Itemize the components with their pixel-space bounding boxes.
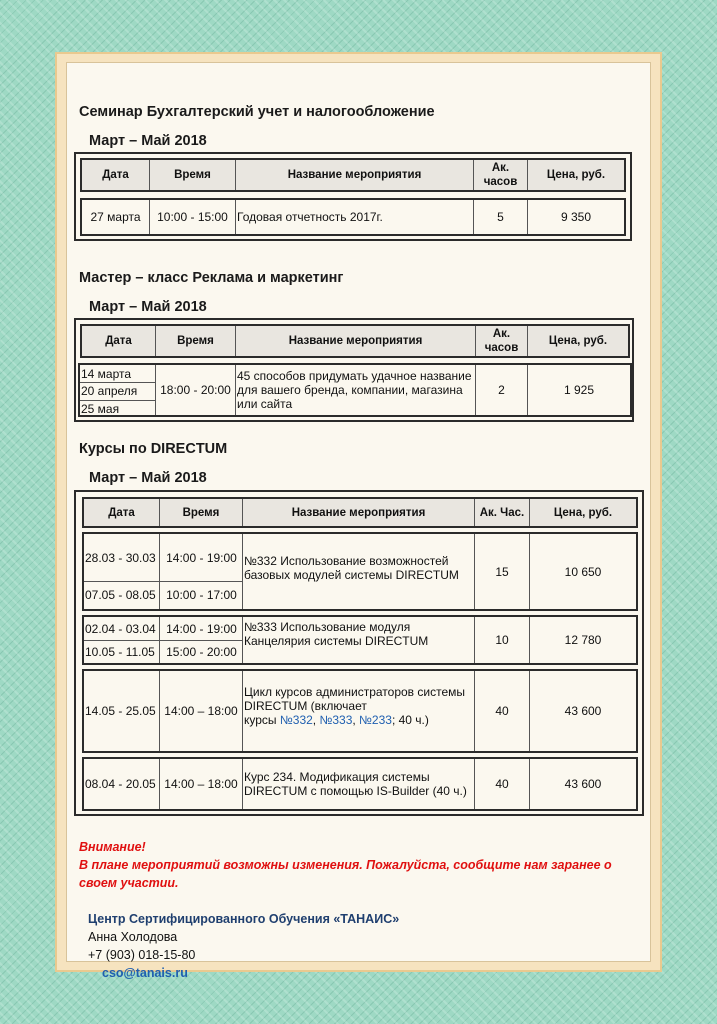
row-hours: 15 <box>475 534 530 609</box>
date-item: 02.04 - 03.04 <box>85 621 156 636</box>
row-price: 43 600 <box>564 704 602 718</box>
time-item: 14:00 - 19:00 <box>166 550 237 565</box>
header-event-name: Название мероприятия <box>236 326 476 356</box>
row-time: 18:00 - 20:00 <box>156 365 236 415</box>
time-item: 15:00 - 20:00 <box>166 644 237 659</box>
contact-person: Анна Холодова <box>88 930 178 944</box>
row-price: 1 925 <box>563 383 595 397</box>
separator: , <box>352 713 360 727</box>
courses-prefix: курсы <box>244 713 280 727</box>
section-2-table <box>74 318 634 422</box>
table-row <box>82 532 638 611</box>
warning-title: Внимание! <box>79 840 146 854</box>
header-date: Дата <box>82 160 150 190</box>
table-header-row <box>80 158 626 192</box>
row-price: 10 650 <box>564 564 602 579</box>
contact-email[interactable]: cso@tanais.ru <box>102 966 188 980</box>
section-3-period: Март – Май 2018 <box>89 470 207 486</box>
header-event-name: Название мероприятия <box>243 499 475 526</box>
table-row <box>78 363 632 417</box>
time-item: 10:00 - 17:00 <box>166 588 237 602</box>
row-time: 10:00 - 15:00 <box>150 200 236 234</box>
header-date: Дата <box>82 326 156 356</box>
date-item: 28.03 - 30.03 <box>85 550 156 565</box>
header-price: Цена, руб. <box>546 169 606 181</box>
section-3-title: Курсы по DIRECTUM <box>79 441 228 457</box>
header-event-name: Название мероприятия <box>236 160 474 190</box>
section-3-table <box>74 490 644 816</box>
header-hours: Ак. часов <box>474 160 528 190</box>
header-time: Время <box>160 499 243 526</box>
course-link-332[interactable]: №332 <box>279 713 313 727</box>
date-item: 07.05 - 08.05 <box>85 588 156 602</box>
date-item: 10.05 - 11.05 <box>85 644 155 659</box>
header-hours: Ак. часов <box>476 326 528 356</box>
row-event-name: №333 Использование модуля Канцелярия системы DIRECTUM <box>243 617 475 663</box>
row-date: 08.04 - 20.05 <box>84 759 160 809</box>
course-link-333[interactable]: №333 <box>319 713 353 727</box>
row-price: 9 350 <box>560 210 592 224</box>
row-dates <box>84 617 160 663</box>
event-name-line: Цикл курсов администраторов системы <box>244 685 465 699</box>
header-price: Цена, руб. <box>553 506 613 519</box>
courses-suffix: ; 40 ч.) <box>391 713 429 727</box>
row-dates <box>80 365 156 415</box>
row-date: 14.05 - 25.05 <box>84 671 160 751</box>
header-price: Цена, руб. <box>548 335 608 347</box>
row-times <box>160 617 243 663</box>
warning-text: В плане мероприятий возможны изменения. Пожалуйста, сообщите нам заранее о <box>79 858 612 872</box>
course-link-233[interactable]: №233 <box>359 713 392 727</box>
row-time: 14:00 – 18:00 <box>160 671 243 751</box>
row-event-name <box>243 671 475 751</box>
row-event-name: Годовая отчетность 2017г. <box>236 200 474 234</box>
section-2-title: Мастер – класс Реклама и маркетинг <box>79 270 344 286</box>
row-event-name: 45 способов придумать удачное название для вашего бренда, компании, магазина или сайта <box>236 365 476 415</box>
table-row <box>82 669 638 753</box>
event-name-line: DIRECTUM (включает <box>244 699 367 713</box>
header-time: Время <box>156 326 236 356</box>
header-date: Дата <box>84 499 160 526</box>
row-time: 14:00 – 18:00 <box>160 759 243 809</box>
date-item: 25 мая <box>81 401 120 416</box>
table-row <box>82 615 638 665</box>
row-hours: 10 <box>475 617 530 663</box>
date-item: 20 апреля <box>81 384 138 398</box>
date-item: 14 марта <box>81 366 132 381</box>
header-time: Время <box>150 160 236 190</box>
event-name-line <box>244 713 474 727</box>
section-2-period: Март – Май 2018 <box>89 299 207 315</box>
table-row <box>82 757 638 811</box>
row-hours: 5 <box>474 200 528 234</box>
header-hours: Ак. Час. <box>475 499 530 526</box>
row-hours: 40 <box>475 759 530 809</box>
row-dates <box>84 534 160 609</box>
row-date: 27 марта <box>82 200 150 234</box>
section-1-table <box>74 152 632 241</box>
row-event-name: №332 Использование возможностей базовых модулей системы DIRECTUM <box>243 534 475 609</box>
time-item: 14:00 - 19:00 <box>166 621 237 636</box>
contact-phone: +7 (903) 018-15-80 <box>88 948 196 962</box>
row-price: 12 780 <box>564 633 602 647</box>
table-row <box>80 198 626 236</box>
row-hours: 2 <box>476 365 528 415</box>
row-times <box>160 534 243 609</box>
row-hours: 40 <box>475 671 530 751</box>
table-header-row <box>80 324 630 358</box>
section-1-period: Март – Май 2018 <box>89 133 207 149</box>
contact-org: Центр Сертифицированного Обучения «ТАНАИС» <box>88 912 400 926</box>
separator: , <box>312 713 320 727</box>
row-event-name: Курс 234. Модификация системы DIRECTUM с помощью IS-Builder (40 ч.) <box>243 759 475 809</box>
warning-text-cont: своем участии. <box>79 876 179 890</box>
section-1-title: Семинар Бухгалтерский учет и налогообложение <box>79 104 435 120</box>
row-price: 43 600 <box>564 777 602 791</box>
table-header-row <box>82 497 638 528</box>
